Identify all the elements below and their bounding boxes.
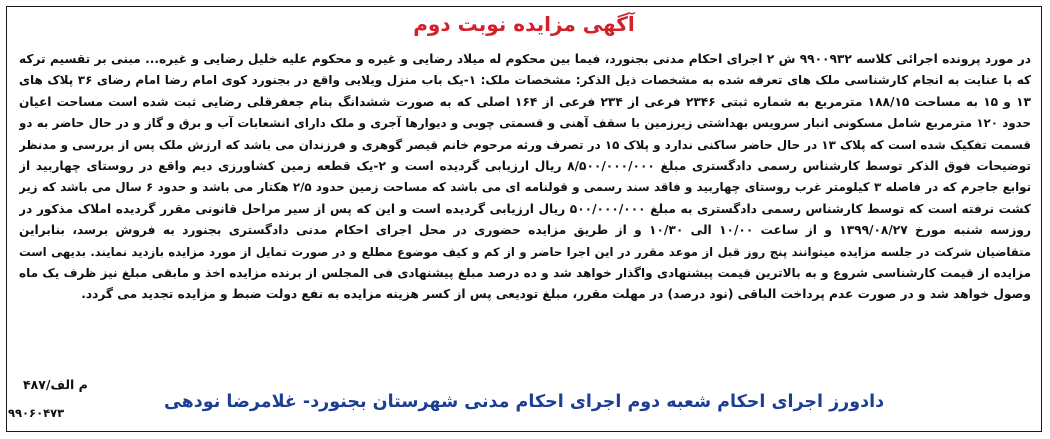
body-line: که با عنایت به انجام کارشناسی ملک های تعرفه شده به مشخصات ذیل الذکر: مشخصات ملک: ۱-یک باب منزل ویلایی واقع در بجنورد کوی امام رضا امام رضای ۳۶ پلاک های — [19, 73, 1031, 88]
signature-line: دادورز اجرای احکام شعبه دوم اجرای احکام مدنی شهرستان بجنورد- غلامرضا نودهی — [163, 392, 885, 412]
body-line: در مورد پرونده اجرائی کلاسه ۹۹۰۰۹۳۲ ش ۲ اجرای احکام مدنی بجنورد، فیما بین محکوم له میلاد رضایی و غیره و محکوم علیه خلیل رضایی و غیره... مبنی بر تقسیم ترکه — [19, 52, 1031, 66]
body-line: کشت نرفته است که توسط کارشناس رسمی دادگستری به مبلغ ۵۰۰/۰۰۰/۰۰۰ ریال ارزیابی گردیده است و این که پس از سیر مراحل قانونی مقرر گردیده املاک مذکور در — [19, 201, 1031, 216]
notice-frame — [6, 6, 1042, 432]
body-line: قسمت تفکیک شده است که پلاک ۱۳ در حال حاضر ساکنی ندارد و پلاک ۱۵ در تصرف ورثه مرحوم خانم قیصر گوهری و فرزندان می باشد که ارزش ملک پس از بررسی و مدنظر — [19, 137, 1031, 152]
body-line: متقاضیان شرکت در جلسه مزایده میتوانند پنج روز قبل از موعد مقرر در این اجرا حاضر و از کم و کیف موضوع مطلع و در صورت تمایل از مورد مزایده بازدید نمایند. بدیهی است — [19, 244, 1031, 259]
notice-title: آگهی مزایده نوبت دوم — [413, 12, 635, 36]
body-line: توابع جاجرم که در فاصله ۳ کیلومتر غرب روستای چهاربید و فاقد سند رسمی و قولنامه ای می باشد که مساحت زمین حدود ۲/۵ هکتار می باشد و حدود ۶ سال می باشد که زیر — [19, 180, 1031, 195]
notice-code: ۹۹۰۶۰۴۷۳ — [8, 406, 65, 420]
notice-body — [19, 49, 1031, 306]
body-line: ۱۳ و ۱۵ به مساحت ۱۸۸/۱۵ مترمربع به شماره ثبتی ۲۳۴۶ فرعی از ۲۳۴ فرعی از ۱۶۴ اصلی که به صورت ششدانگ بنام جعفرقلی رضایی ثبت شده است مساحت اعیان — [19, 94, 1031, 109]
body-line: حدود ۱۲۰ مترمربع شامل مسکونی انبار سرویس بهداشتی زیرزمین با سقف آهنی و قسمتی چوبی و دیوارها آجری و ملک دارای انشعابات آب و برق و گاز و در حال حاضر به دو — [19, 116, 1031, 131]
reference-number: م الف/۴۸۷ — [23, 377, 88, 392]
body-line: توضیحات فوق الذکر توسط کارشناس رسمی دادگستری مبلغ ۸/۵۰۰/۰۰۰/۰۰۰ ریال ارزیابی گردیده است و ۲-یک قطعه زمین کشاورزی دیم واقع در روستای چهاربید از — [19, 159, 1031, 174]
body-line: روزسه شنبه مورخ ۱۳۹۹/۰۸/۲۷ و از ساعت ۱۰/۰۰ الی ۱۰/۳۰ و از طریق مزایده حضوری در محل اجرای احکام مدنی دادگستری بجنورد به فروش برسد، بنابراین — [19, 223, 1031, 238]
body-line: مزایده از قیمت کارشناسی شروع و به بالاترین قیمت پیشنهادی واگذار خواهد شد و ده درصد مبلغ پیشنهادی فی المجلس از برنده مزایده اخذ و مابقی مبلغ نیز ظرف یک ماه — [19, 266, 1031, 281]
body-line: وصول خواهد شد و در صورت عدم پرداخت الباقی (نود درصد) در مهلت مقرر، مبلغ تودیعی پس از کسر هزینه مزایده به نفع دولت ضبط و مزایده تجدید می گردد. — [81, 287, 1031, 302]
